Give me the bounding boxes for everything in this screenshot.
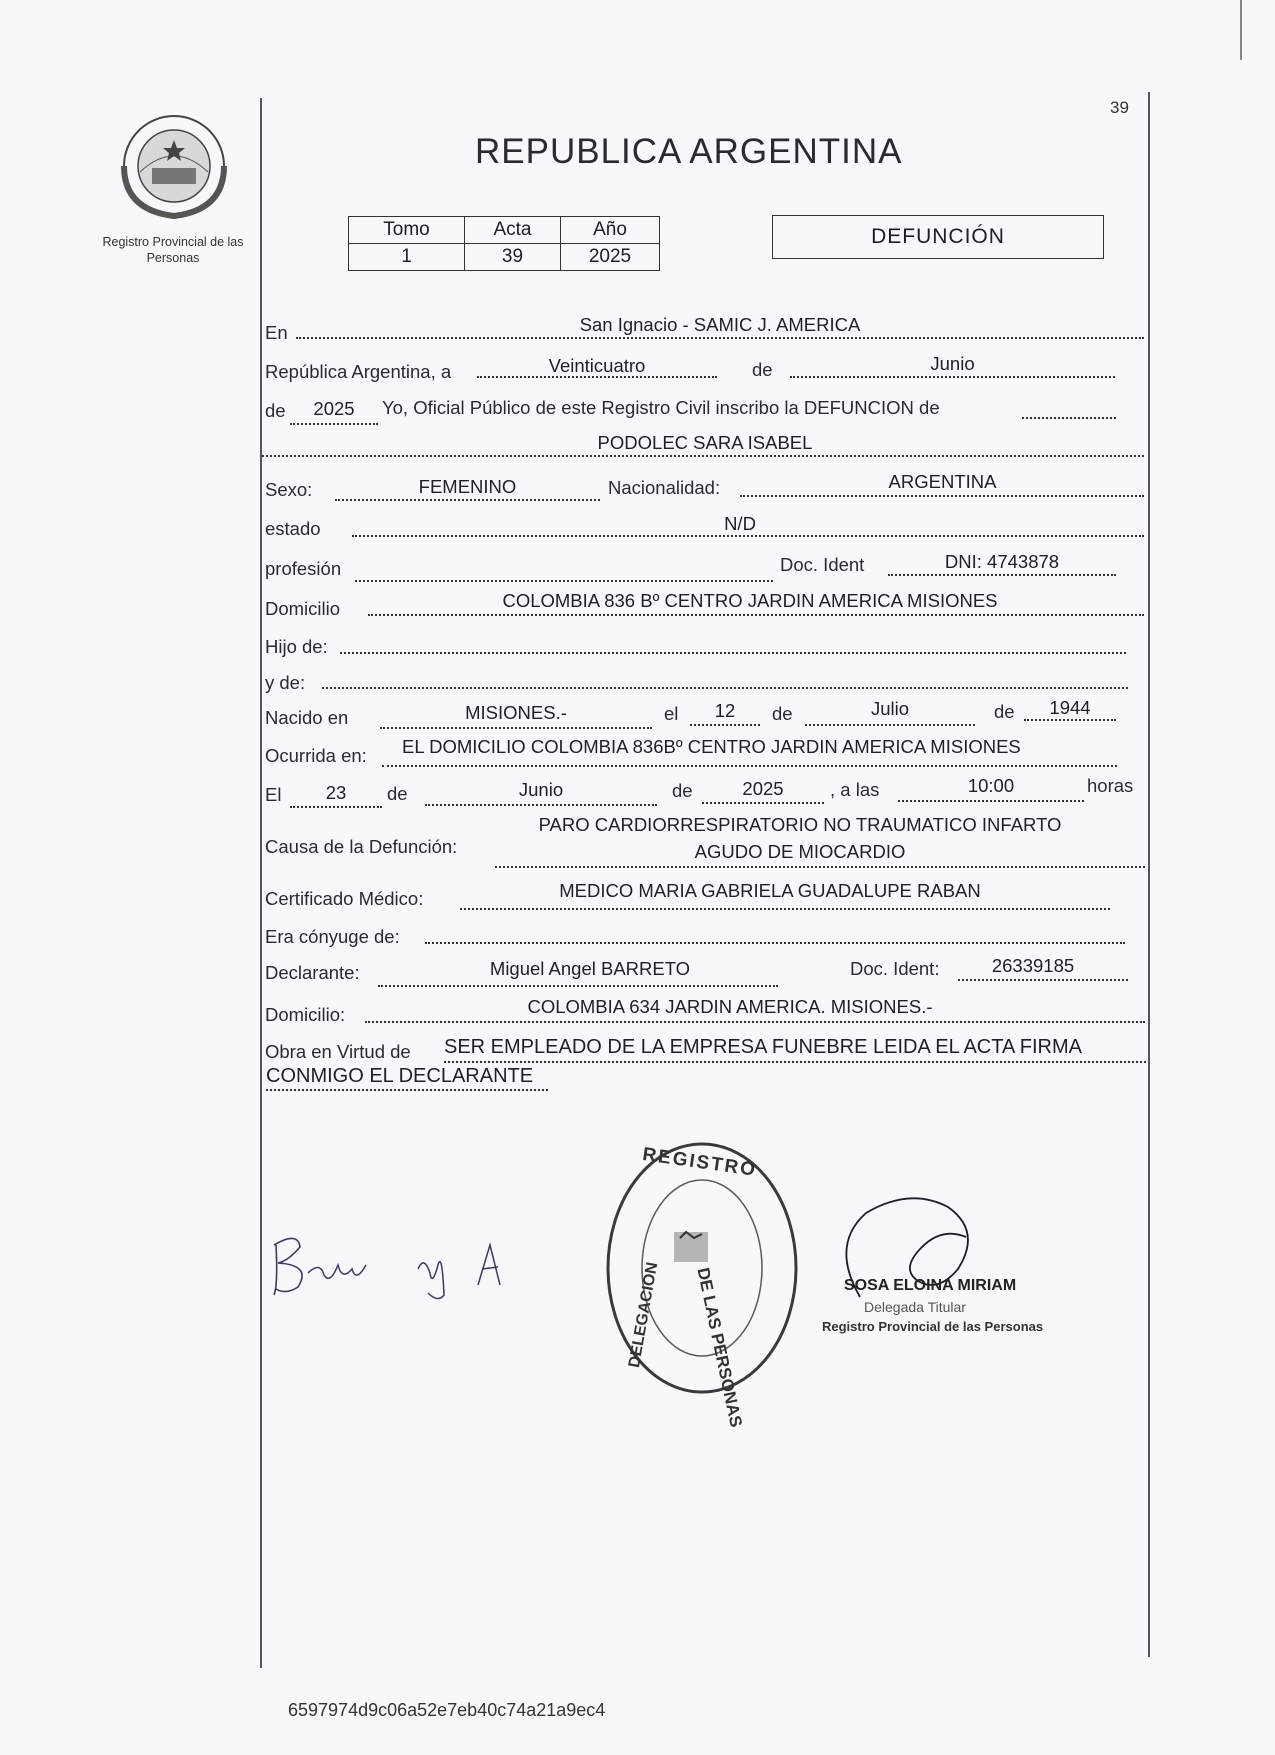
value-declarante-domicilio: COLOMBIA 634 JARDIN AMERICA. MISIONES.- <box>527 996 933 1017</box>
label-profesion: profesión <box>265 558 342 579</box>
value-nac-dia: 12 <box>714 700 736 721</box>
dotted-line <box>690 724 760 726</box>
label-hijo-de: Hijo de: <box>265 636 328 657</box>
label-a-las: , a las <box>830 779 880 800</box>
label-el: El <box>265 784 282 805</box>
label-republica: República Argentina, a <box>265 361 452 382</box>
header-tomo: Tomo <box>349 217 465 244</box>
value-doc-ident: DNI: 4743878 <box>944 551 1060 572</box>
value-ocurrida-en: EL DOMICILIO COLOMBIA 836Bº CENTRO JARDIN AMERICA MISIONES <box>402 736 1021 757</box>
act-type-box: DEFUNCIÓN <box>772 215 1104 259</box>
dotted-line <box>380 727 652 729</box>
value-declarante: Miguel Angel BARRETO <box>489 958 691 979</box>
act-reference-table <box>348 216 660 271</box>
dotted-line <box>898 800 1084 802</box>
value-nac-mes: Julio <box>870 698 910 719</box>
document-hash: 6597974d9c06a52e7eb40c74a21a9ec4 <box>288 1700 606 1720</box>
label-oficial: Yo, Oficial Público de este Registro Civil inscribo la DEFUNCION de <box>382 397 940 418</box>
value-anio: 2025 <box>313 398 355 419</box>
value-anio: 2025 <box>561 244 660 271</box>
official-org: Registro Provincial de las Personas <box>822 1319 1044 1334</box>
value-def-mes: Junio <box>518 779 564 800</box>
left-margin-line <box>260 98 262 1668</box>
label-de: de <box>387 783 408 804</box>
issuer-label: Registro Provincial de las Personas <box>102 235 244 265</box>
right-margin-line <box>1148 92 1150 1657</box>
value-estado: N/D <box>724 513 756 534</box>
stamp-left-text: DELEGACION <box>626 1260 662 1369</box>
label-doc-ident: Doc. Ident <box>780 554 865 575</box>
value-sexo: FEMENINO <box>418 476 517 497</box>
value-mes: Junio <box>930 353 975 374</box>
label-sexo: Sexo: <box>265 479 313 500</box>
stamp-top-text: REGISTRO <box>641 1144 759 1181</box>
dotted-line <box>958 979 1128 981</box>
value-obra-line1: SER EMPLEADO DE LA EMPRESA FUNEBRE LEIDA EL ACTA FIRMA <box>444 1036 1082 1058</box>
header-anio: Año <box>561 217 660 244</box>
label-obra: Obra en Virtud de <box>265 1041 411 1062</box>
value-nacionalidad: ARGENTINA <box>888 471 997 492</box>
label-ocurrida-en: Ocurrida en: <box>265 745 367 766</box>
dotted-line <box>425 804 657 806</box>
label-estado: estado <box>265 518 321 539</box>
value-dia: Veinticuatro <box>548 355 646 376</box>
value-causa-line1: PARO CARDIORRESPIRATORIO NO TRAUMATICO INFARTO <box>538 814 1062 835</box>
value-nombre: PODOLEC SARA ISABEL <box>597 432 813 453</box>
dotted-line <box>702 802 824 804</box>
label-nacido-en: Nacido en <box>265 707 349 728</box>
label-conyuge: Era cónyuge de: <box>265 926 400 947</box>
value-def-dia: 23 <box>325 782 347 803</box>
dotted-line <box>1024 719 1116 721</box>
dotted-line <box>296 337 1144 339</box>
label-de: de <box>672 780 693 801</box>
dotted-line <box>495 866 1145 868</box>
declarant-signature <box>268 1225 528 1310</box>
dotted-line <box>365 1021 1145 1023</box>
label-el: el <box>664 703 679 724</box>
value-def-anio: 2025 <box>742 778 784 799</box>
label-en: En <box>265 322 288 343</box>
label-y-de: y de: <box>265 672 306 693</box>
value-certificado: MEDICO MARIA GABRIELA GUADALUPE RABAN <box>559 880 981 901</box>
value-causa-line2: AGUDO DE MIOCARDIO <box>694 841 906 862</box>
official-name: SOSA ELOINA MIRIAM <box>844 1277 1017 1294</box>
label-de: de <box>772 703 793 724</box>
dotted-line <box>790 376 1115 378</box>
header-acta: Acta <box>465 217 561 244</box>
label-doc-ident-declarante: Doc. Ident: <box>850 958 940 979</box>
dotted-line <box>378 985 778 987</box>
label-domicilio-declarante: Domicilio: <box>265 1004 346 1025</box>
label-nacionalidad: Nacionalidad: <box>608 477 721 498</box>
official-role: Delegada Titular <box>864 1299 966 1315</box>
top-right-edge-line <box>1240 0 1242 60</box>
value-acta: 39 <box>465 244 561 271</box>
dotted-line <box>290 806 382 808</box>
value-nacido-en: MISIONES.- <box>465 702 567 723</box>
dotted-line <box>888 574 1116 576</box>
label-de: de <box>752 359 773 380</box>
dotted-line <box>340 652 1126 654</box>
dotted-line <box>322 687 1128 689</box>
dotted-line <box>355 580 773 582</box>
dotted-line <box>382 765 1117 767</box>
label-declarante: Declarante: <box>265 962 360 983</box>
dotted-line <box>262 455 1144 457</box>
dotted-line <box>368 614 1144 616</box>
label-domicilio: Domicilio <box>265 598 341 619</box>
dotted-line <box>266 1089 548 1091</box>
dotted-line <box>352 535 1144 537</box>
value-declarante-doc: 26339185 <box>991 955 1075 976</box>
label-de: de <box>265 400 286 421</box>
value-obra-line2: CONMIGO EL DECLARANTE <box>266 1065 534 1087</box>
page-number: 39 <box>1110 98 1129 117</box>
label-de: de <box>994 701 1015 722</box>
dotted-line <box>444 1061 1146 1063</box>
registry-seal-stamp <box>602 1138 802 1429</box>
dotted-line <box>460 908 1110 910</box>
value-tomo: 1 <box>349 244 465 271</box>
dotted-line <box>805 724 975 726</box>
province-coat-of-arms-logo <box>118 110 230 222</box>
label-horas: horas <box>1087 775 1134 796</box>
dotted-line <box>1022 417 1116 419</box>
value-def-hora: 10:00 <box>967 775 1015 796</box>
label-certificado: Certificado Médico: <box>265 888 424 909</box>
dotted-line <box>335 499 600 501</box>
value-domicilio: COLOMBIA 836 Bº CENTRO JARDIN AMERICA MISIONES <box>502 590 998 611</box>
value-lugar: San Ignacio - SAMIC J. AMERICA <box>579 314 861 335</box>
dotted-line <box>740 495 1144 497</box>
stamp-right-text: DE LAS PERSONAS <box>693 1266 746 1429</box>
document-title: REPUBLICA ARGENTINA <box>475 132 903 171</box>
dotted-line <box>425 942 1125 944</box>
value-nac-anio: 1944 <box>1049 697 1091 718</box>
dotted-line <box>290 423 378 425</box>
label-causa: Causa de la Defunción: <box>265 836 458 857</box>
